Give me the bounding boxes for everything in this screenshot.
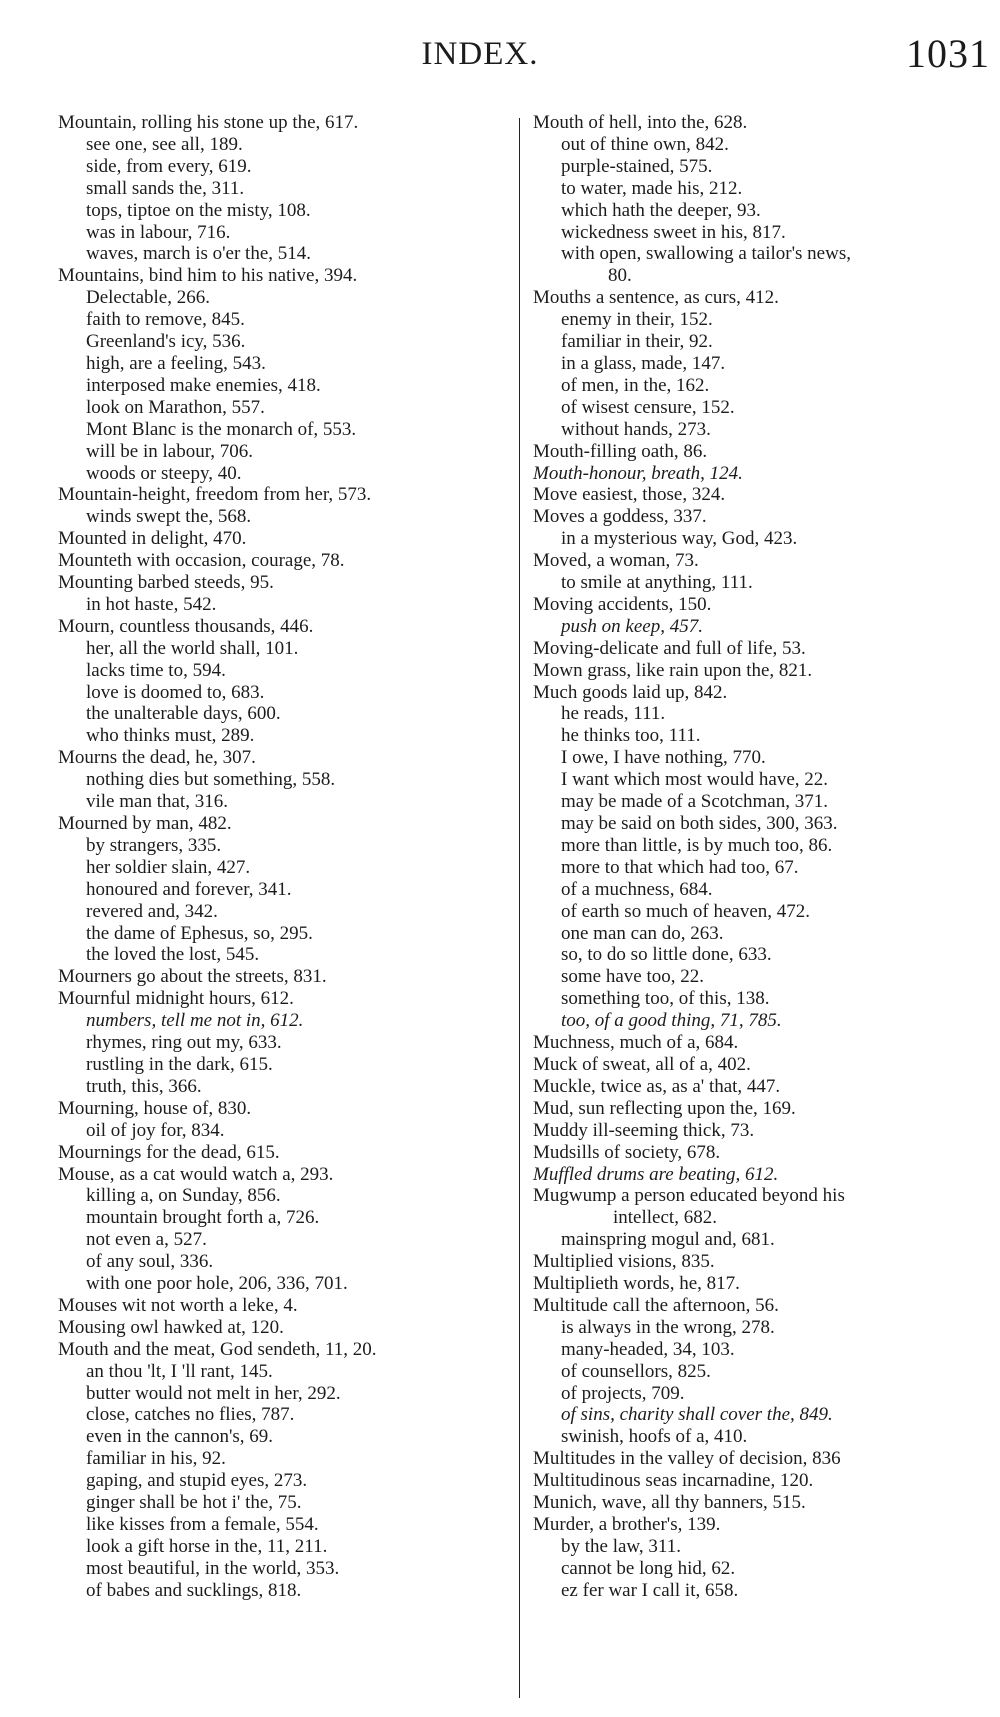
column-divider xyxy=(519,118,520,1698)
index-entry: the unalterable days, 600. xyxy=(86,703,281,725)
index-entry: Greenland's icy, 536. xyxy=(86,331,246,353)
index-column-right xyxy=(533,112,978,1602)
index-entry: he thinks too, 111. xyxy=(561,725,701,747)
index-entry: most beautiful, in the world, 353. xyxy=(86,1557,340,1579)
index-entry: of sins, charity shall cover the, 849. xyxy=(561,1404,833,1426)
index-entry: I want which most would have, 22. xyxy=(561,769,829,791)
index-entry: cannot be long hid, 62. xyxy=(561,1557,736,1579)
index-entry: waves, march is o'er the, 514. xyxy=(86,243,312,265)
index-entry: of wisest censure, 152. xyxy=(561,396,735,418)
index-entry: not even a, 527. xyxy=(86,1229,207,1251)
index-entry: Mouth of hell, into the, 628. xyxy=(533,112,748,133)
index-entry: too, of a good thing, 71, 785. xyxy=(561,1010,782,1032)
index-entry: Mourns the dead, he, 307. xyxy=(58,747,256,769)
index-entry: killing a, on Sunday, 856. xyxy=(86,1185,281,1207)
index-entry: Multitudes in the valley of decision, 836 xyxy=(533,1448,841,1470)
index-entry: in a mysterious way, God, 423. xyxy=(561,528,798,550)
index-entry: of earth so much of heaven, 472. xyxy=(561,900,811,922)
index-entry: winds swept the, 568. xyxy=(86,506,252,528)
index-entry: to water, made his, 212. xyxy=(561,177,743,199)
index-entry: faith to remove, 845. xyxy=(86,309,245,331)
index-entry: look a gift horse in the, 11, 211. xyxy=(86,1535,328,1557)
index-entry: Mud, sun reflecting upon the, 169. xyxy=(533,1097,796,1119)
index-entry: of any soul, 336. xyxy=(86,1251,214,1273)
index-entry: interposed make enemies, 418. xyxy=(86,374,321,396)
index-entry: butter would not melt in her, 292. xyxy=(86,1382,341,1404)
index-entry: Mounting barbed steeds, 95. xyxy=(58,572,274,594)
index-entry: Mountains, bind him to his native, 394. xyxy=(58,265,358,287)
index-entry: so, to do so little done, 633. xyxy=(561,944,772,966)
index-entry: Mounteth with occasion, courage, 78. xyxy=(58,550,345,572)
index-entry: the loved the lost, 545. xyxy=(86,944,260,966)
index-entry: intellect, 682. xyxy=(613,1207,717,1229)
index-entry: swinish, hoofs of a, 410. xyxy=(561,1426,748,1448)
index-entry: even in the cannon's, 69. xyxy=(86,1426,274,1448)
index-entry: Mournings for the dead, 615. xyxy=(58,1141,280,1163)
index-entry: vile man that, 316. xyxy=(86,791,228,813)
index-entry: love is doomed to, 683. xyxy=(86,681,265,703)
index-entry: lacks time to, 594. xyxy=(86,659,226,681)
index-entry: look on Marathon, 557. xyxy=(86,396,265,418)
index-entry: mainspring mogul and, 681. xyxy=(561,1229,775,1251)
index-entry: which hath the deeper, 93. xyxy=(561,199,761,221)
index-entry: side, from every, 619. xyxy=(86,155,252,177)
index-column-left xyxy=(58,112,510,1602)
index-entry: Mourners go about the streets, 831. xyxy=(58,966,327,988)
index-entry: ez fer war I call it, 658. xyxy=(561,1579,739,1601)
index-entry: wickedness sweet in his, 817. xyxy=(561,221,786,243)
page-header xyxy=(0,30,1000,80)
index-entry: Multitude call the afternoon, 56. xyxy=(533,1294,779,1316)
index-entry: Move easiest, those, 324. xyxy=(533,484,726,506)
index-entry: her, all the world shall, 101. xyxy=(86,637,299,659)
index-entry: in hot haste, 542. xyxy=(86,593,217,615)
index-entry: oil of joy for, 834. xyxy=(86,1119,225,1141)
index-entry: enemy in their, 152. xyxy=(561,309,713,331)
index-entry: familiar in his, 92. xyxy=(86,1448,226,1470)
index-entry: many-headed, 34, 103. xyxy=(561,1338,735,1360)
index-entry: high, are a feeling, 543. xyxy=(86,352,266,374)
index-entry: of a muchness, 684. xyxy=(561,878,713,900)
index-entry: 80. xyxy=(608,265,632,287)
index-entry: he reads, 111. xyxy=(561,703,666,725)
index-entry: Moves a goddess, 337. xyxy=(533,506,707,528)
index-entry: with open, swallowing a tailor's news, xyxy=(561,243,851,265)
index-entry: by strangers, 335. xyxy=(86,834,222,856)
index-entry: Mouses wit not worth a leke, 4. xyxy=(58,1294,298,1316)
index-entry: Murder, a brother's, 139. xyxy=(533,1514,721,1535)
index-entry: truth, this, 366. xyxy=(86,1075,202,1097)
index-entry: Muddy ill-seeming thick, 73. xyxy=(533,1119,755,1141)
index-entry: numbers, tell me not in, 612. xyxy=(86,1010,304,1032)
index-entry: Mouth and the meat, God sendeth, 11, 20. xyxy=(58,1338,377,1360)
index-entry: in a glass, made, 147. xyxy=(561,352,726,374)
index-entry: small sands the, 311. xyxy=(86,177,245,199)
index-entry: more than little, is by much too, 86. xyxy=(561,834,833,856)
index-entry: without hands, 273. xyxy=(561,418,711,440)
index-entry: Mown grass, like rain upon the, 821. xyxy=(533,659,813,681)
index-entry: Mountain-height, freedom from her, 573. xyxy=(58,484,372,506)
index-entry: nothing dies but something, 558. xyxy=(86,769,336,791)
index-entry: Mousing owl hawked at, 120. xyxy=(58,1316,284,1338)
index-entry: her soldier slain, 427. xyxy=(86,856,251,878)
index-entry: Multiplieth words, he, 817. xyxy=(533,1273,740,1295)
index-entry: rhymes, ring out my, 633. xyxy=(86,1032,282,1054)
index-entry: Mourned by man, 482. xyxy=(58,813,232,834)
index-entry: Moving accidents, 150. xyxy=(533,593,712,615)
index-entry: of projects, 709. xyxy=(561,1382,685,1404)
index-entry: Mouth-honour, breath, 124. xyxy=(533,462,743,484)
index-entry: close, catches no flies, 787. xyxy=(86,1404,295,1426)
index-entry: Mont Blanc is the monarch of, 553. xyxy=(86,418,357,440)
index-entry: of men, in the, 162. xyxy=(561,374,710,396)
index-entry: was in labour, 716. xyxy=(86,221,231,243)
index-entry: an thou 'lt, I 'll rant, 145. xyxy=(86,1360,273,1382)
index-entry: Mournful midnight hours, 612. xyxy=(58,988,294,1010)
index-entry: Multiplied visions, 835. xyxy=(533,1251,715,1273)
index-entry: by the law, 311. xyxy=(561,1535,681,1557)
index-entry: is always in the wrong, 278. xyxy=(561,1316,775,1338)
index-entry: who thinks must, 289. xyxy=(86,725,255,747)
index-entry: like kisses from a female, 554. xyxy=(86,1514,319,1535)
index-entry: Mourning, house of, 830. xyxy=(58,1097,252,1119)
index-entry: purple-stained, 575. xyxy=(561,155,713,177)
index-entry: will be in labour, 706. xyxy=(86,440,254,462)
index-entry: rustling in the dark, 615. xyxy=(86,1053,273,1075)
index-entry: some have too, 22. xyxy=(561,966,705,988)
index-entry: out of thine own, 842. xyxy=(561,133,729,155)
page-number: 1031 xyxy=(906,31,990,76)
index-entry: Mugwump a person educated beyond his xyxy=(533,1185,845,1207)
index-entry: ginger shall be hot i' the, 75. xyxy=(86,1492,302,1514)
index-entry: more to that which had too, 67. xyxy=(561,856,799,878)
index-entry: Mourn, countless thousands, 446. xyxy=(58,615,314,637)
index-entry: may be made of a Scotchman, 371. xyxy=(561,791,828,813)
index-entry: may be said on both sides, 300, 363. xyxy=(561,813,838,834)
index-entry: of babes and sucklings, 818. xyxy=(86,1579,302,1601)
index-entry: Muffled drums are beating, 612. xyxy=(533,1163,779,1185)
index-entry: revered and, 342. xyxy=(86,900,218,922)
index-entry: Muchness, much of a, 684. xyxy=(533,1032,739,1054)
index-entry: the dame of Ephesus, so, 295. xyxy=(86,922,313,944)
index-entry: of counsellors, 825. xyxy=(561,1360,711,1382)
index-entry: mountain brought forth a, 726. xyxy=(86,1207,320,1229)
running-title: INDEX. xyxy=(421,36,539,72)
index-entry: Multitudinous seas incarnadine, 120. xyxy=(533,1470,814,1492)
index-entry: Mouths a sentence, as curs, 412. xyxy=(533,287,779,309)
index-entry: to smile at anything, 111. xyxy=(561,572,753,594)
index-entry: push on keep, 457. xyxy=(561,615,703,637)
index-entry: tops, tiptoe on the misty, 108. xyxy=(86,199,311,221)
index-entry: Mudsills of society, 678. xyxy=(533,1141,721,1163)
index-entry: Much goods laid up, 842. xyxy=(533,681,728,703)
index-entry: Munich, wave, all thy banners, 515. xyxy=(533,1492,806,1514)
index-entry: Mounted in delight, 470. xyxy=(58,528,247,550)
index-entry: Moved, a woman, 73. xyxy=(533,550,699,572)
index-entry: Mountain, rolling his stone up the, 617. xyxy=(58,112,359,133)
index-entry: woods or steepy, 40. xyxy=(86,462,242,484)
index-entry: Muck of sweat, all of a, 402. xyxy=(533,1053,751,1075)
index-entry: Mouth-filling oath, 86. xyxy=(533,440,708,462)
index-entry: something too, of this, 138. xyxy=(561,988,770,1010)
index-entry: I owe, I have nothing, 770. xyxy=(561,747,766,769)
index-entry: Delectable, 266. xyxy=(86,287,210,309)
index-entry: honoured and forever, 341. xyxy=(86,878,292,900)
index-entry: gaping, and stupid eyes, 273. xyxy=(86,1470,308,1492)
index-entry: Moving-delicate and full of life, 53. xyxy=(533,637,806,659)
index-entry: Mouse, as a cat would watch a, 293. xyxy=(58,1163,334,1185)
index-entry: with one poor hole, 206, 336, 701. xyxy=(86,1273,348,1295)
index-entry: one man can do, 263. xyxy=(561,922,724,944)
index-entry: see one, see all, 189. xyxy=(86,133,243,155)
index-entry: Muckle, twice as, as a' that, 447. xyxy=(533,1075,781,1097)
index-entry: familiar in their, 92. xyxy=(561,331,713,353)
